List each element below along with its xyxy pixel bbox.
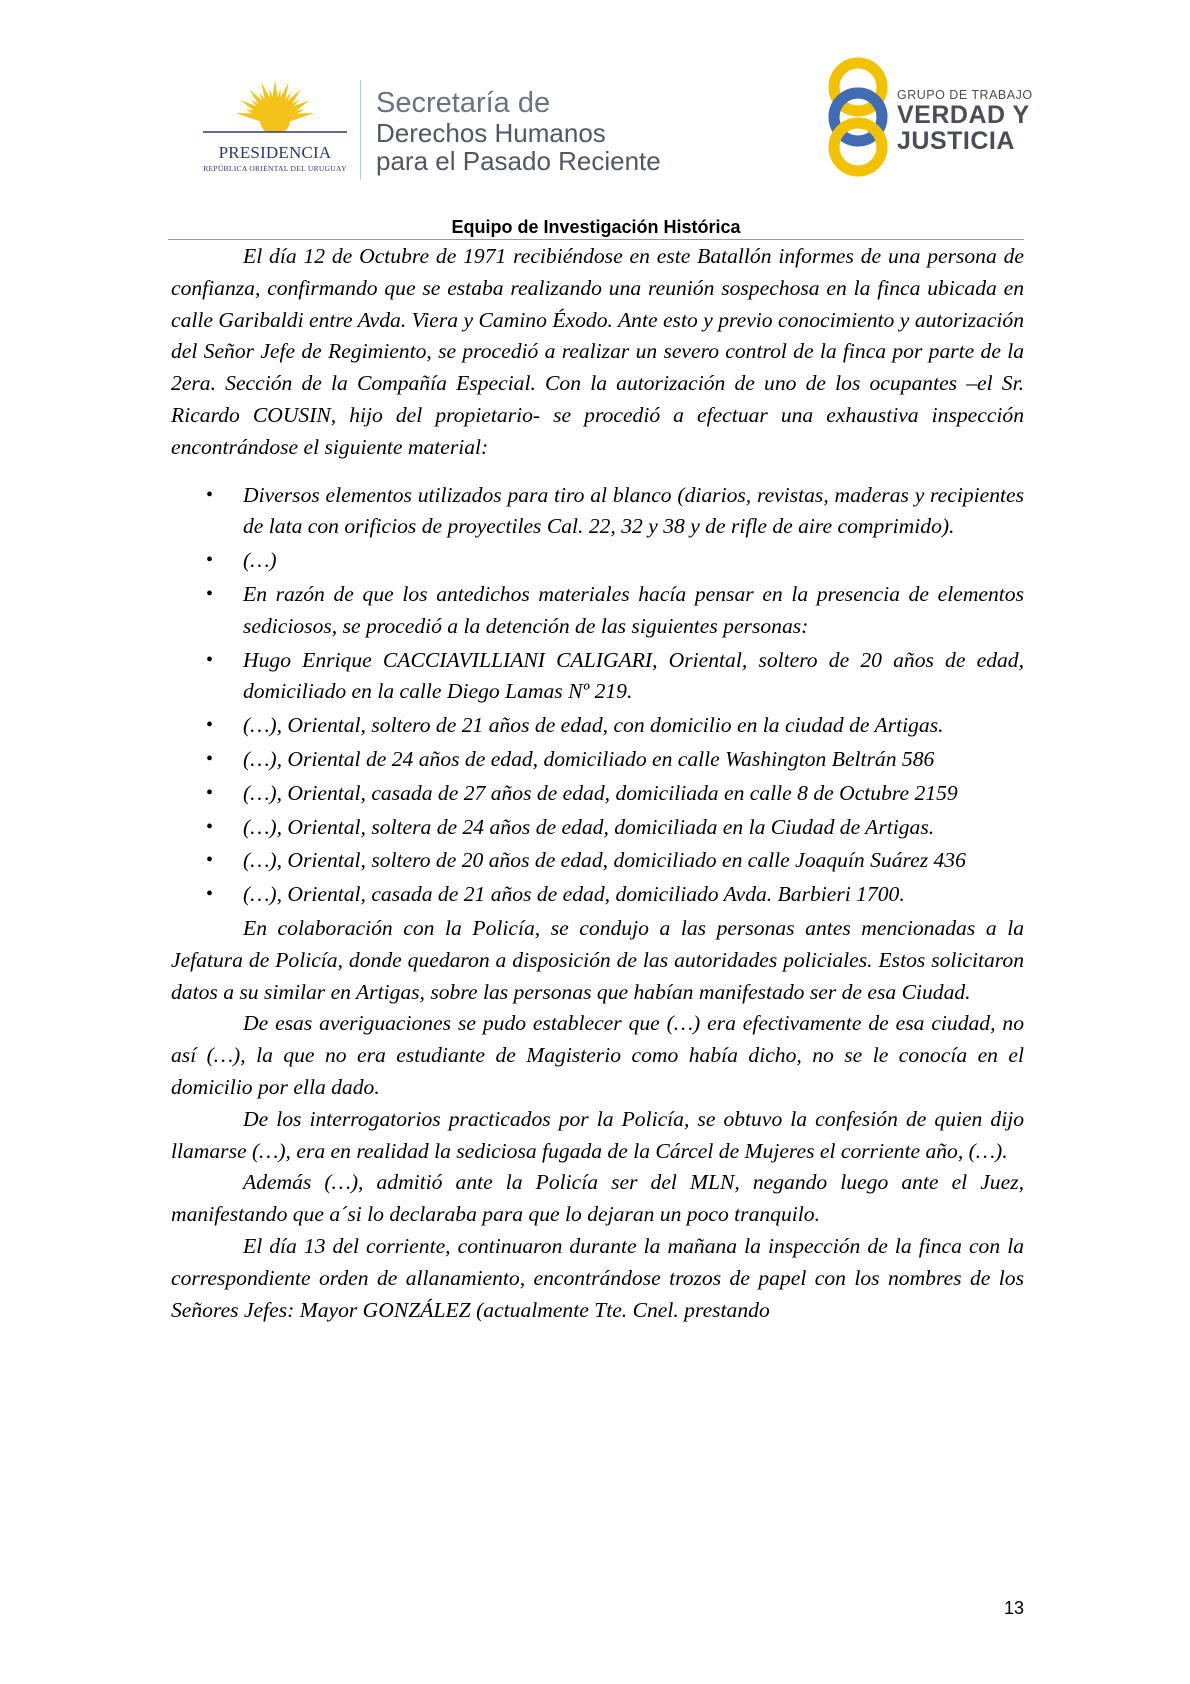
list-item: • En razón de que los antedichos materiales hacía pensar en la presencia de elementos sediciosos, se procedió a la detención de las siguientes personas: <box>171 579 1024 643</box>
list-item: • (…), Oriental, soltero de 21 años de edad, con domicilio en la ciudad de Artigas. <box>171 710 1024 742</box>
header-divider <box>360 80 361 180</box>
paragraph-3: De esas averiguaciones se pudo establecer que (…) era efectivamente de esa ciudad, no así (…), la que no era estudiante de Magisterio como había dicho, no se le conocía en el domicilio por ella dado. <box>171 1011 1024 1099</box>
grupo-trabajo-logotype <box>897 88 1033 154</box>
secretaria-line-1: Secretaría de <box>376 87 551 119</box>
document-body <box>171 241 1024 1326</box>
material-list <box>171 480 1024 911</box>
presidencia-name: PRESIDENCIA <box>218 143 332 162</box>
page-number: 13 <box>1003 1598 1024 1618</box>
paragraph-1: El día 12 de Octubre de 1971 recibiéndose en este Batallón informes de una persona de confianza, confirmando que se estaba realizando una reunión sospechosa en la finca ubicada en calle Garibaldi entre Avda. Viera y Camino Éxodo. Ante esto y previo conocimiento y autorización del Señor Jefe de Regimiento, se procedió a realizar un severo control de la finca por parte de la 2era. Sección de la Compañía Especial. Con la autorización de uno de los ocupantes –el Sr. Ricardo COUSIN, hijo del propietario- se procedió a efectuar una exhaustiva inspección encontrándose el siguiente material: <box>171 244 1024 459</box>
grupo-line-3: JUSTICIA <box>897 127 1015 155</box>
list-item: • (…), Oriental, soltera de 24 años de edad, domiciliada en la Ciudad de Artigas. <box>171 812 1024 844</box>
secretaria-logotype <box>376 88 661 175</box>
paragraph-4: De los interrogatorios practicados por la Policía, se obtuvo la confesión de quien dijo llamarse (…), era en realidad la sediciosa fugada de la Cárcel de Mujeres el corriente año, (…). <box>171 1106 1024 1163</box>
list-item: • (…), Oriental, soltero de 20 años de edad, domiciliado en calle Joaquín Suárez 436 <box>171 845 1024 877</box>
paragraph-2: En colaboración con la Policía, se condujo a las personas antes mencionadas a la Jefatura de Policía, donde quedaron a disposición de las autoridades policiales. Estos solicitaron datos a su similar en Artigas, sobre las personas que habían manifestado ser de esa Ciudad. <box>171 915 1024 1004</box>
list-item: • (…), Oriental, casada de 27 años de edad, domiciliada en calle 8 de Octubre 2159 <box>171 778 1024 810</box>
grupo-line-2: VERDAD Y <box>897 101 1030 129</box>
list-item: • Hugo Enrique CACCIAVILLIANI CALIGARI, Oriental, soltero de 20 años de edad, domiciliado en la calle Diego Lamas Nº 219. <box>171 645 1024 709</box>
presidencia-sun-logo <box>195 78 355 178</box>
list-item: • (…) <box>171 545 1024 577</box>
secretaria-line-2: Derechos Humanos <box>376 118 606 148</box>
grupo-line-1: GRUPO DE TRABAJO <box>897 88 1033 102</box>
team-title: Equipo de Investigación Histórica <box>451 217 741 237</box>
verdad-justicia-rings-logo <box>820 55 900 180</box>
document-header <box>0 0 1190 250</box>
paragraph-6: El día 13 del corriente, continuaron durante la mañana la inspección de la finca con la correspondiente orden de allanamiento, encontrándose trozos de papel con los nombres de los Señores Jefes: Mayor GONZÁLEZ (actualmente Tte. Cnel. prestando <box>171 1233 1024 1322</box>
list-item: • Diversos elementos utilizados para tiro al blanco (diarios, revistas, maderas y recipientes de lata con orificios de proyectiles Cal. 22, 32 y 38 y de rifle de aire comprimido). <box>171 480 1024 544</box>
presidencia-subtitle: REPÚBLICA ORIENTAL DEL URUGUAY <box>203 164 347 173</box>
list-item: • (…), Oriental, casada de 21 años de edad, domiciliado Avda. Barbieri 1700. <box>171 879 1024 911</box>
list-item: • (…), Oriental de 24 años de edad, domiciliado en calle Washington Beltrán 586 <box>171 744 1024 776</box>
secretaria-line-3: para el Pasado Reciente <box>376 146 661 176</box>
header-rule <box>168 239 1024 240</box>
paragraph-5: Además (…), admitió ante la Policía ser del MLN, negando luego ante el Juez, manifestando que a´si lo declaraba para que lo dejaran un poco tranquilo. <box>171 1170 1024 1227</box>
